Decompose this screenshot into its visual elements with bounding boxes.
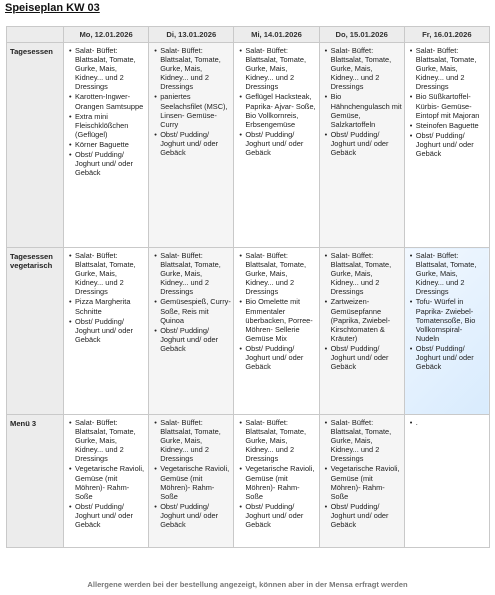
dish-list	[407, 251, 487, 371]
menu-cell-mon	[64, 248, 149, 415]
dish-list	[151, 251, 231, 353]
dish-item: • Salat- Büffet: Blattsalat, Tomate, Gurke, Mais, Kidney... und 2 Dressings	[160, 251, 231, 296]
dish-item: • paniertes Seelachsfilet (MSC), Linsen- Gemüse- Curry	[160, 92, 231, 128]
menu-cell-tue	[149, 415, 234, 548]
day-header-wed: Mi, 14.01.2026	[234, 27, 319, 43]
dish-item: • Obst/ Pudding/ Joghurt und/ oder Gebäck	[416, 344, 487, 371]
dish-item: • Obst/ Pudding/ Joghurt und/ oder Gebäck	[245, 502, 316, 529]
menu-cell-thu	[319, 415, 404, 548]
dish-item: • Salat- Büffet: Blattsalat, Tomate, Gurke, Mais, Kidney... und 2 Dressings	[245, 418, 316, 463]
menu-cell-thu	[319, 248, 404, 415]
dish-item: • Vegetarische Ravioli, Gemüse (mit Möhren)- Rahm- Soße	[245, 464, 316, 500]
dish-item: • Vegetarische Ravioli, Gemüse (mit Möhren)- Rahm- Soße	[331, 464, 402, 500]
dish-item: • Extra mini Fleischklößchen (Geflügel)	[75, 112, 146, 139]
dish-item: • Obst/ Pudding/ Joghurt und/ oder Gebäck	[331, 502, 402, 529]
dish-item: • Salat- Büffet: Blattsalat, Tomate, Gurke, Mais, Kidney... und 2 Dressings	[331, 251, 402, 296]
dish-item: • Salat- Büffet: Blattsalat, Tomate, Gurke, Mais, Kidney... und 2 Dressings	[75, 46, 146, 91]
menu-cell-tue	[149, 248, 234, 415]
dish-item: • Pizza Margherita Schnitte	[75, 297, 146, 315]
dish-list	[322, 418, 402, 529]
menu-row-tagesessen	[7, 43, 490, 248]
menu-cell-mon	[64, 415, 149, 548]
dish-item: • Bio Hähnchengulasch mit Gemüse, Salzkartoffeln	[331, 92, 402, 128]
dish-item: • Salat- Büffet: Blattsalat, Tomate, Gurke, Mais, Kidney... und 2 Dressings	[416, 46, 487, 91]
row-label: Tagesessen	[7, 43, 64, 248]
menu-cell-mon	[64, 43, 149, 248]
menu-cell-fri	[404, 415, 489, 548]
dish-list	[66, 251, 146, 344]
dish-item: • Salat- Büffet: Blattsalat, Tomate, Gurke, Mais, Kidney... und 2 Dressings	[160, 46, 231, 91]
dish-list	[151, 46, 231, 157]
menu-cell-fri	[404, 248, 489, 415]
dish-item: • Salat- Büffet: Blattsalat, Tomate, Gurke, Mais, Kidney... und 2 Dressings	[160, 418, 231, 463]
menu-table	[6, 26, 490, 548]
dish-item: • Gemüsespieß, Curry- Soße, Reis mit Quinoa	[160, 297, 231, 324]
dish-item: • Salat- Büffet: Blattsalat, Tomate, Gurke, Mais, Kidney... und 2 Dressings	[331, 46, 402, 91]
dish-item: • Obst/ Pudding/ Joghurt und/ oder Gebäck	[245, 130, 316, 157]
day-header-fri: Fr, 16.01.2026	[404, 27, 489, 43]
dish-item: • Steinofen Baguette	[416, 121, 487, 130]
menu-cell-wed	[234, 415, 319, 548]
menu-cell-thu	[319, 43, 404, 248]
dish-item: • Obst/ Pudding/ Joghurt und/ oder Gebäck	[245, 344, 316, 371]
menu-cell-wed	[234, 248, 319, 415]
dish-item: • Obst/ Pudding/ Joghurt und/ oder Gebäck	[331, 130, 402, 157]
dish-item: • Körner Baguette	[75, 140, 146, 149]
dish-item: • Bio Süßkartoffel- Kürbis- Gemüse- Eintopf mit Majoran	[416, 92, 487, 119]
dish-item: • Salat- Büffet: Blattsalat, Tomate, Gurke, Mais, Kidney... und 2 Dressings	[75, 418, 146, 463]
dish-item: • Vegetarische Ravioli, Gemüse (mit Möhren)- Rahm- Soße	[160, 464, 231, 500]
dish-item: • .	[416, 418, 487, 427]
dish-list	[407, 418, 487, 427]
dish-item: • Salat- Büffet: Blattsalat, Tomate, Gurke, Mais, Kidney... und 2 Dressings	[416, 251, 487, 296]
page-title: Speiseplan KW 03	[5, 2, 100, 14]
dish-item: • Obst/ Pudding/ Joghurt und/ oder Gebäck	[75, 502, 146, 529]
row-label: Tagesessen vegetarisch	[7, 248, 64, 415]
dish-item: • Salat- Büffet: Blattsalat, Tomate, Gurke, Mais, Kidney... und 2 Dressings	[75, 251, 146, 296]
dish-item: • Zartweizen- Gemüsepfanne (Paprika, Zwiebel- Kirschtomaten & Kräuter)	[331, 297, 402, 342]
header-row	[7, 27, 490, 43]
dish-item: • Salat- Büffet: Blattsalat, Tomate, Gurke, Mais, Kidney... und 2 Dressings	[331, 418, 402, 463]
dish-item: • Tofu- Würfel in Paprika- Zwiebel- Tomatensoße, Bio Vollkornspiral- Nudeln	[416, 297, 487, 342]
dish-item: • Obst/ Pudding/ Joghurt und/ oder Gebäck	[160, 326, 231, 353]
menu-row-menue-3	[7, 415, 490, 548]
corner-cell	[7, 27, 64, 43]
row-label: Menü 3	[7, 415, 64, 548]
dish-list	[236, 46, 316, 157]
dish-item: • Obst/ Pudding/ Joghurt und/ oder Gebäck	[75, 317, 146, 344]
dish-item: • Obst/ Pudding/ Joghurt und/ oder Gebäck	[75, 150, 146, 177]
dish-item: • Karotten-Ingwer-Orangen Samtsuppe	[75, 92, 146, 110]
dish-item: • Salat- Büffet: Blattsalat, Tomate, Gurke, Mais, Kidney... und 2 Dressings	[245, 46, 316, 91]
dish-item: • Bio Omelette mit Emmentaler überbacken, Porree- Möhren- Sellerie Gemüse Mix	[245, 297, 316, 342]
dish-list	[236, 251, 316, 371]
day-header-tue: Di, 13.01.2026	[149, 27, 234, 43]
dish-item: • Obst/ Pudding/ Joghurt und/ oder Gebäck	[160, 130, 231, 157]
allergen-note: Allergene werden bei der bestellung angezeigt, können aber in der Mensa erfragt werden	[87, 580, 408, 589]
dish-item: • Geflügel Hacksteak, Paprika- Ajvar- Soße, Bio Vollkornreis, Erbsengemüse	[245, 92, 316, 128]
menu-cell-wed	[234, 43, 319, 248]
dish-list	[236, 418, 316, 529]
dish-list	[66, 418, 146, 529]
dish-list	[151, 418, 231, 529]
dish-list	[407, 46, 487, 158]
menu-cell-tue	[149, 43, 234, 248]
menu-row-vegetarisch	[7, 248, 490, 415]
day-header-mon: Mo, 12.01.2026	[64, 27, 149, 43]
dish-list	[322, 251, 402, 371]
dish-item: • Obst/ Pudding/ Joghurt und/ oder Gebäck	[416, 131, 487, 158]
dish-list	[66, 46, 146, 177]
menu-cell-fri	[404, 43, 489, 248]
dish-item: • Salat- Büffet: Blattsalat, Tomate, Gurke, Mais, Kidney... und 2 Dressings	[245, 251, 316, 296]
day-header-thu: Do, 15.01.2026	[319, 27, 404, 43]
dish-item: • Obst/ Pudding/ Joghurt und/ oder Gebäck	[160, 502, 231, 529]
dish-list	[322, 46, 402, 157]
dish-item: • Obst/ Pudding/ Joghurt und/ oder Gebäck	[331, 344, 402, 371]
dish-item: • Vegetarische Ravioli, Gemüse (mit Möhren)- Rahm- Soße	[75, 464, 146, 500]
